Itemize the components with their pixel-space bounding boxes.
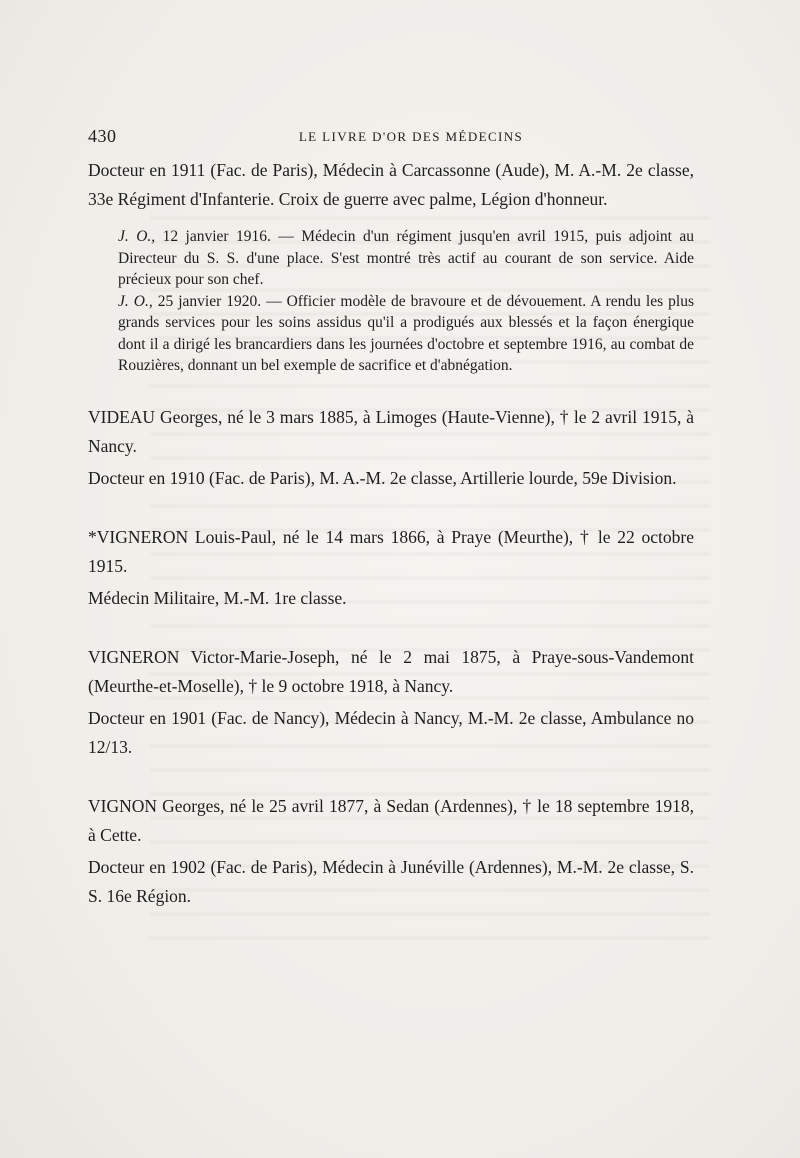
- citation: [88, 226, 694, 291]
- entry-vigneron-victor: [88, 643, 694, 762]
- citation: [88, 291, 694, 377]
- entry-paragraph: Docteur en 1901 (Fac. de Nancy), Médecin à Nancy, M.-M. 2e classe, Ambulance no 12/13.: [88, 707, 694, 757]
- entry-paragraph: Médecin Militaire, M.-M. 1re classe.: [88, 587, 347, 608]
- entry-paragraph: Docteur en 1902 (Fac. de Paris), Médecin à Junéville (Ardennes), M.-M. 2e classe, S. S. 16e Région.: [88, 856, 694, 906]
- entry-paragraph: Docteur en 1911 (Fac. de Paris), Médecin à Carcassonne (Aude), M. A.-M. 2e classe, 33e Régiment d'Infanterie. Croix de guerre avec palme, Légion d'honneur.: [88, 160, 694, 209]
- citation-text: , 25 janvier 1920. — Officier modèle de bravoure et de dévouement. A rendu les plus grands services pour les soins assidus qu'il a prodigués aux blessés et la façon énergique dont il a dirigé les brancardiers dans les journées d'octobre et septembre 1916, au combat de Rouzières, donnant un bel exemple de sacrifice et d'abnégation.: [118, 292, 694, 374]
- citation-source: J. O.: [118, 292, 149, 310]
- entry-videau: [88, 403, 694, 493]
- entry-continued: [88, 156, 694, 377]
- citation-list: [88, 226, 694, 377]
- entry-paragraph: Docteur en 1910 (Fac. de Paris), M. A.-M. 2e classe, Artillerie lourde, 59e Division.: [88, 467, 677, 488]
- entry-heading: *VIGNERON Louis-Paul, né le 14 mars 1866, à Praye (Meurthe), † le 22 octobre 1915.: [88, 526, 694, 576]
- page-number: 430: [88, 126, 117, 146]
- entry-vignon: [88, 792, 694, 911]
- page-header: [88, 126, 694, 150]
- entry-heading: VIDEAU Georges, né le 3 mars 1885, à Limoges (Haute-Vienne), † le 2 avril 1915, à Nancy.: [88, 406, 694, 456]
- citation-source: J. O.: [118, 228, 152, 245]
- entry-heading: VIGNERON Victor-Marie-Joseph, né le 2 mai 1875, à Praye-sous-Vandemont (Meurthe-et-Moselle), † le 9 octobre 1918, à Nancy.: [88, 646, 694, 696]
- entry-vigneron-louis-paul: [88, 523, 694, 613]
- running-title: LE LIVRE D'OR DES MÉDECINS: [298, 129, 524, 144]
- entry-heading: VIGNON Georges, né le 25 avril 1877, à Sedan (Ardennes), † le 18 septembre 1918, à Cette.: [88, 795, 694, 845]
- citation-text: , 12 janvier 1916. — Médecin d'un régiment jusqu'en avril 1915, puis adjoint au Directeur du S. S. d'une place. S'est montré très actif au courant de son service. Aide précieux pour son chef.: [118, 228, 695, 288]
- page-content: [88, 156, 694, 911]
